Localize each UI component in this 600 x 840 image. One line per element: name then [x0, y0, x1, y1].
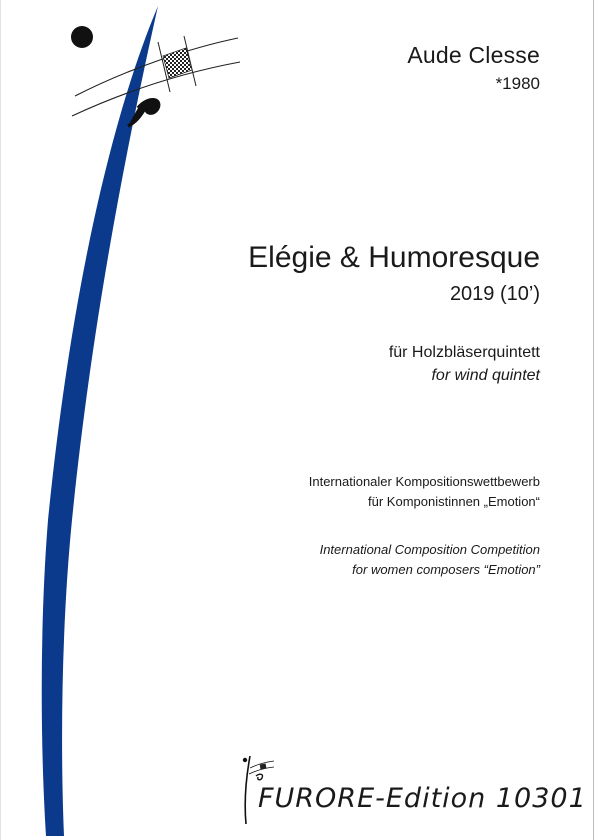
- note-dot-shape: [71, 26, 93, 48]
- competition-german-line2: für Komponistinnen „Emotion“: [368, 494, 540, 509]
- competition-english-line1: International Composition Competition: [319, 542, 540, 557]
- competition-english-line2: for women composers “Emotion”: [352, 562, 540, 577]
- instrumentation-english: for wind quintet: [431, 367, 540, 384]
- composer-name: Aude Clesse: [407, 42, 540, 68]
- work-title: Elégie & Humoresque: [248, 241, 540, 274]
- blue-stroke-shape: [42, 6, 158, 836]
- instrumentation-german: für Holzbläserquintett: [388, 344, 540, 361]
- composer-birth-year: *1980: [495, 74, 540, 93]
- competition-german-line1: Internationaler Kompositionswettbewerb: [308, 474, 540, 489]
- publisher-imprint: FURORE-Edition 10301: [258, 783, 587, 814]
- work-year-duration: 2019 (10’): [449, 283, 540, 305]
